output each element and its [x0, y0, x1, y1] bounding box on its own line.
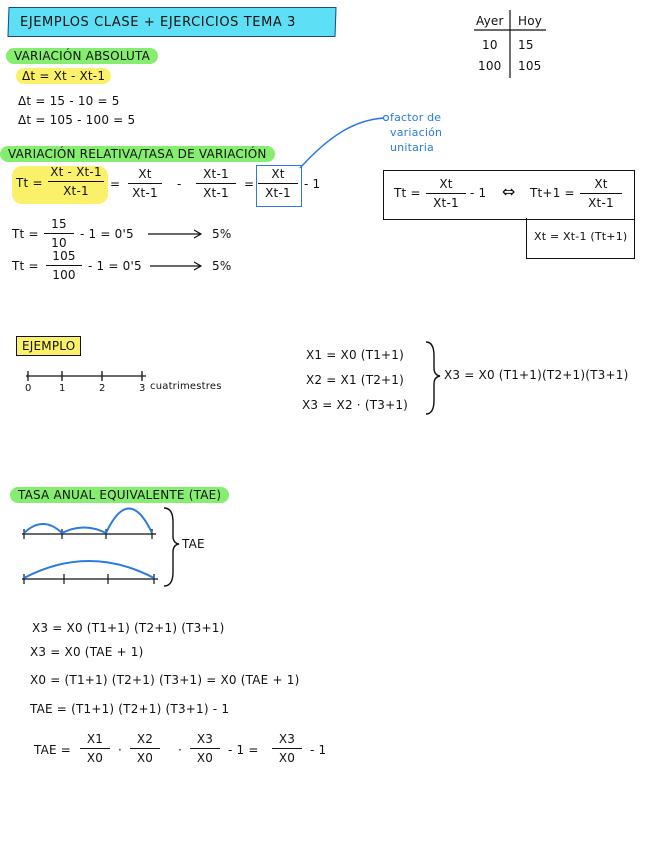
tt-example-rest: - 1 = 0'5: [88, 259, 142, 273]
tae-formula-end: - 1: [310, 743, 327, 757]
example-eq-3: X3 = X2 · (T3+1): [302, 398, 409, 412]
table-cell: 100: [478, 59, 502, 73]
fraction-numerator: Xt - Xt-1: [48, 166, 104, 182]
tae-line-2: X3 = X0 (TAE + 1): [30, 645, 144, 659]
section-title-variacion-absoluta: VARIACIÓN ABSOLUTA: [6, 48, 158, 64]
absolute-example-2: Δt = 105 - 100 = 5: [18, 113, 136, 127]
relative-tt-label: Tt =: [16, 176, 43, 190]
fraction-denominator: 100: [52, 268, 76, 282]
table-header-hoy: Hoy: [518, 14, 543, 28]
example-result: X3 = X0 (T1+1)(T2+1)(T3+1): [444, 368, 629, 382]
minus-sign: -: [177, 177, 182, 191]
fraction-denominator: Xt-1: [203, 186, 229, 200]
minus-one: - 1: [304, 177, 321, 191]
fraction-denominator: Xt-1: [132, 186, 158, 200]
fraction-denominator: Xt-1: [265, 186, 291, 200]
absolute-example-1: Δt = 15 - 10 = 5: [18, 94, 120, 108]
tt-example-percent: 5%: [212, 227, 232, 241]
table-cell: 15: [518, 38, 534, 52]
fraction-denominator: X0: [278, 751, 296, 765]
fraction-denominator: X0: [86, 751, 104, 765]
tae-formula-label: TAE =: [34, 743, 72, 757]
tae-formula-mid: - 1 =: [228, 743, 259, 757]
example-eq-2: X2 = X1 (T2+1): [306, 373, 405, 387]
fraction-numerator: X2: [130, 733, 160, 749]
fraction-numerator: 15: [44, 218, 74, 234]
tae-line-3: X0 = (T1+1) (T2+1) (T3+1) = X0 (TAE + 1): [30, 673, 300, 687]
table-cell: 10: [482, 38, 498, 52]
fraction-denominator: X0: [196, 751, 214, 765]
timeline-tick-label: 0: [25, 383, 32, 394]
fraction-numerator: Xt: [258, 168, 298, 184]
timeline-tick-label: 3: [139, 383, 146, 394]
example-eq-1: X1 = X0 (T1+1): [306, 348, 405, 362]
tt-example-percent: 5%: [212, 259, 232, 273]
fraction-denominator: X0: [136, 751, 154, 765]
tae-line-4: TAE = (T1+1) (T2+1) (T3+1) - 1: [30, 702, 230, 716]
tae-line-1: X3 = X0 (T1+1) (T2+1) (T3+1): [32, 621, 225, 635]
absolute-formula: Δt = Xt - Xt-1: [16, 68, 111, 84]
table-header-ayer: Ayer: [476, 14, 504, 28]
box-tt-label: Tt =: [394, 186, 421, 200]
timeline-axis-label: cuatrimestres: [150, 381, 222, 392]
fraction-numerator: X1: [80, 733, 110, 749]
equals-sign: =: [244, 177, 255, 191]
annotation-note-line3: unitaria: [390, 141, 434, 154]
fraction-numerator: Xt: [580, 178, 622, 194]
box-bottom-formula: Xt = Xt-1 (Tt+1): [534, 230, 628, 243]
tt-example-rest: - 1 = 0'5: [80, 227, 134, 241]
dot-operator: ·: [118, 743, 123, 757]
timeline-tick-label: 1: [59, 383, 66, 394]
section-title-variacion-relativa: VARIACIÓN RELATIVA/TASA DE VARIACIÓN: [0, 146, 275, 162]
equals-sign: =: [110, 177, 121, 191]
tt-example-label: Tt =: [12, 227, 39, 241]
fraction-numerator: X3: [272, 733, 302, 749]
table-cell: 105: [518, 59, 542, 73]
timeline-tick-label: 2: [99, 383, 106, 394]
fraction-numerator: Xt: [128, 168, 162, 184]
fraction-denominator: Xt-1: [433, 196, 459, 210]
fraction-denominator: Xt-1: [63, 184, 89, 198]
iff-icon: ⇔: [502, 182, 516, 201]
box-tt1-label: Tt+1 =: [530, 186, 575, 200]
fraction-numerator: Xt: [426, 178, 466, 194]
tt-example-label: Tt =: [12, 259, 39, 273]
fraction-numerator: Xt-1: [196, 168, 236, 184]
annotation-note-line2: variación: [390, 126, 443, 139]
fraction-numerator: X3: [190, 733, 220, 749]
tae-brace-label: TAE: [182, 537, 205, 551]
fraction-denominator: Xt-1: [588, 196, 614, 210]
dot-operator: ·: [178, 743, 183, 757]
fraction-denominator: 10: [51, 236, 67, 250]
annotation-note-line1: factor de: [390, 111, 442, 124]
section-title-tae: TASA ANUAL EQUIVALENTE (TAE): [10, 487, 229, 503]
page-title: EJEMPLOS CLASE + EJERCICIOS TEMA 3: [20, 15, 297, 30]
section-title-ejemplo: EJEMPLO: [16, 336, 81, 356]
box-minus-one: - 1: [470, 186, 487, 200]
fraction-numerator: 105: [46, 250, 82, 266]
